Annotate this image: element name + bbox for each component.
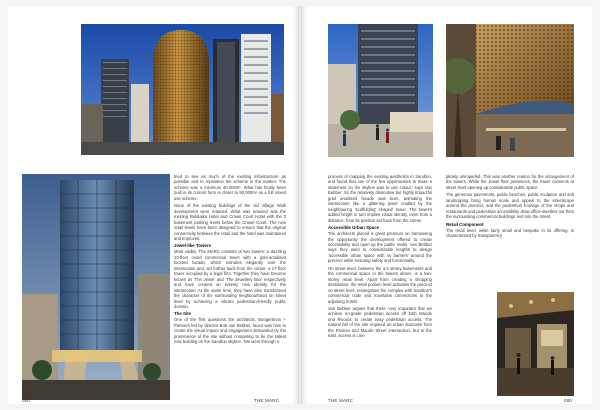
right-text-column-1	[328, 174, 432, 341]
paragraph: tried to see as much of the existing infrastructure as possible and to reposition the scheme in the market. The scheme was a minimum 40,000m², What has finally been built in its current form is closer to 90,000m² as a full mixed use scheme.	[174, 174, 286, 201]
footer-running-title: THE MARC	[254, 398, 280, 403]
footer-running-title: THE MARC	[328, 398, 354, 403]
section-heading-jewel-like-towers: Jewel-like Towers	[174, 243, 212, 249]
photo-street-pedestrians	[328, 24, 433, 157]
right-text-column-2	[446, 174, 574, 241]
paragraph: pletely unimpeded. This was another reason for the arrangement of the towers. While the Jewel floor presences, the tower connects at street level opening up considerable public space.	[446, 174, 574, 190]
paragraph: None of the existing buildings of the old Village Walk development were retained. What was retained was the existing Balalaika Hotel and Crown Court Hotel with the 3 basement parking levels below the Crown Court. The new retail levels have been designed to ensure that the original connectivity between the retail and the hotel was maintained and improved.	[174, 203, 286, 241]
photo-jewel-tower-skyline	[81, 24, 284, 155]
paragraph: Van Bebber argues that there 'very important that we achieve on-grade pedestrian access off both Maude and Rivonia' to create easy pedestrian access. The natural fall of the site required an urban staircase from the Rivonia and Maude Street intersection, but to the east, access is com-	[328, 305, 432, 339]
paragraph: Most visibly, The MARC consists of two towers: a dazzling 10-floor ovoid commercial tower with a gold-anodised faceted facade, which extrudes elegantly over the intersection and, set further back from the corner, a 17-floor tower occupied by a legal firm. Together they have become known as 'The Jewel' and 'The Jewellery Box' respectively and have created an entirely new identity for the intersection. At the same time, they have also transformed the character of the surrounding neighbourhood on street level by achieving a vibrant pedestrian-friendly public domain.	[174, 249, 286, 309]
photo-glass-tower-dusk	[22, 174, 170, 400]
paragraph: The generous pavements, public benches, public sculpture and soft landscaping bring human scale and appeal to the streetscape around the precinct, and the pedestrian frontage of the shops and restaurants and pedestrian accessibility draw office-dwellers out from the surrounding commercial buildings and into the street.	[446, 192, 574, 220]
left-page	[8, 6, 298, 404]
right-page	[302, 6, 592, 404]
paragraph: On street level, between the 4.5 storey basements and the commercial space in the towers above, is a two-storey retail level. Apart from creating a shopping destination, the retail podium level activates the precinct on street level, reintegrates the complex with Sandton's commercial node and maintains connections to the adjoining hotels.	[328, 265, 432, 304]
photo-gold-facade-closeup	[446, 24, 574, 157]
footer-page-number: 000	[22, 398, 31, 403]
photo-retail-interior	[497, 292, 574, 396]
paragraph: One of the first questions the architects, Boogertman + Partners led by director Bob van Bebber, faced was how to create the visual impact and engagement demanded by the prominence of the site without competing to be the tallest new building on the Sandton skyline. 'We went through a	[174, 317, 286, 345]
paragraph: process of mapping the existing aesthetics in Sandton, and found that one of the few opportunities to make a statement on the skyline was to use colour,' says Van Bebber. So the relatively diminutive but highly impactful gold anodised facade was born, animating the intersection like a glittering jewel cradled by the neighbouring 'scaffolding' shaped' tower. The tower's added height in turn implies visual identity, even from a distance, from its position set back from the corner.	[328, 174, 432, 223]
left-text-column	[174, 174, 286, 347]
section-heading-retail-component: Retail Component	[446, 221, 484, 227]
section-heading-the-site: The Site	[174, 311, 192, 317]
footer-page-number: 000	[564, 398, 573, 403]
paragraph: The retail level, while fairly small and bespoke in its offering, is characterised by transparency	[446, 227, 574, 239]
paragraph: The architects placed a great premium on harnessing the opportunity the development offered to create accessibility and open up the public realm. Van Bebber says they went to considerable lengths to design 'accessible urban space with no barriers' around the precinct while ensuring safety and functionality.	[328, 231, 432, 264]
section-heading-accessible-urban-space: Accessible Urban Space	[328, 225, 380, 231]
